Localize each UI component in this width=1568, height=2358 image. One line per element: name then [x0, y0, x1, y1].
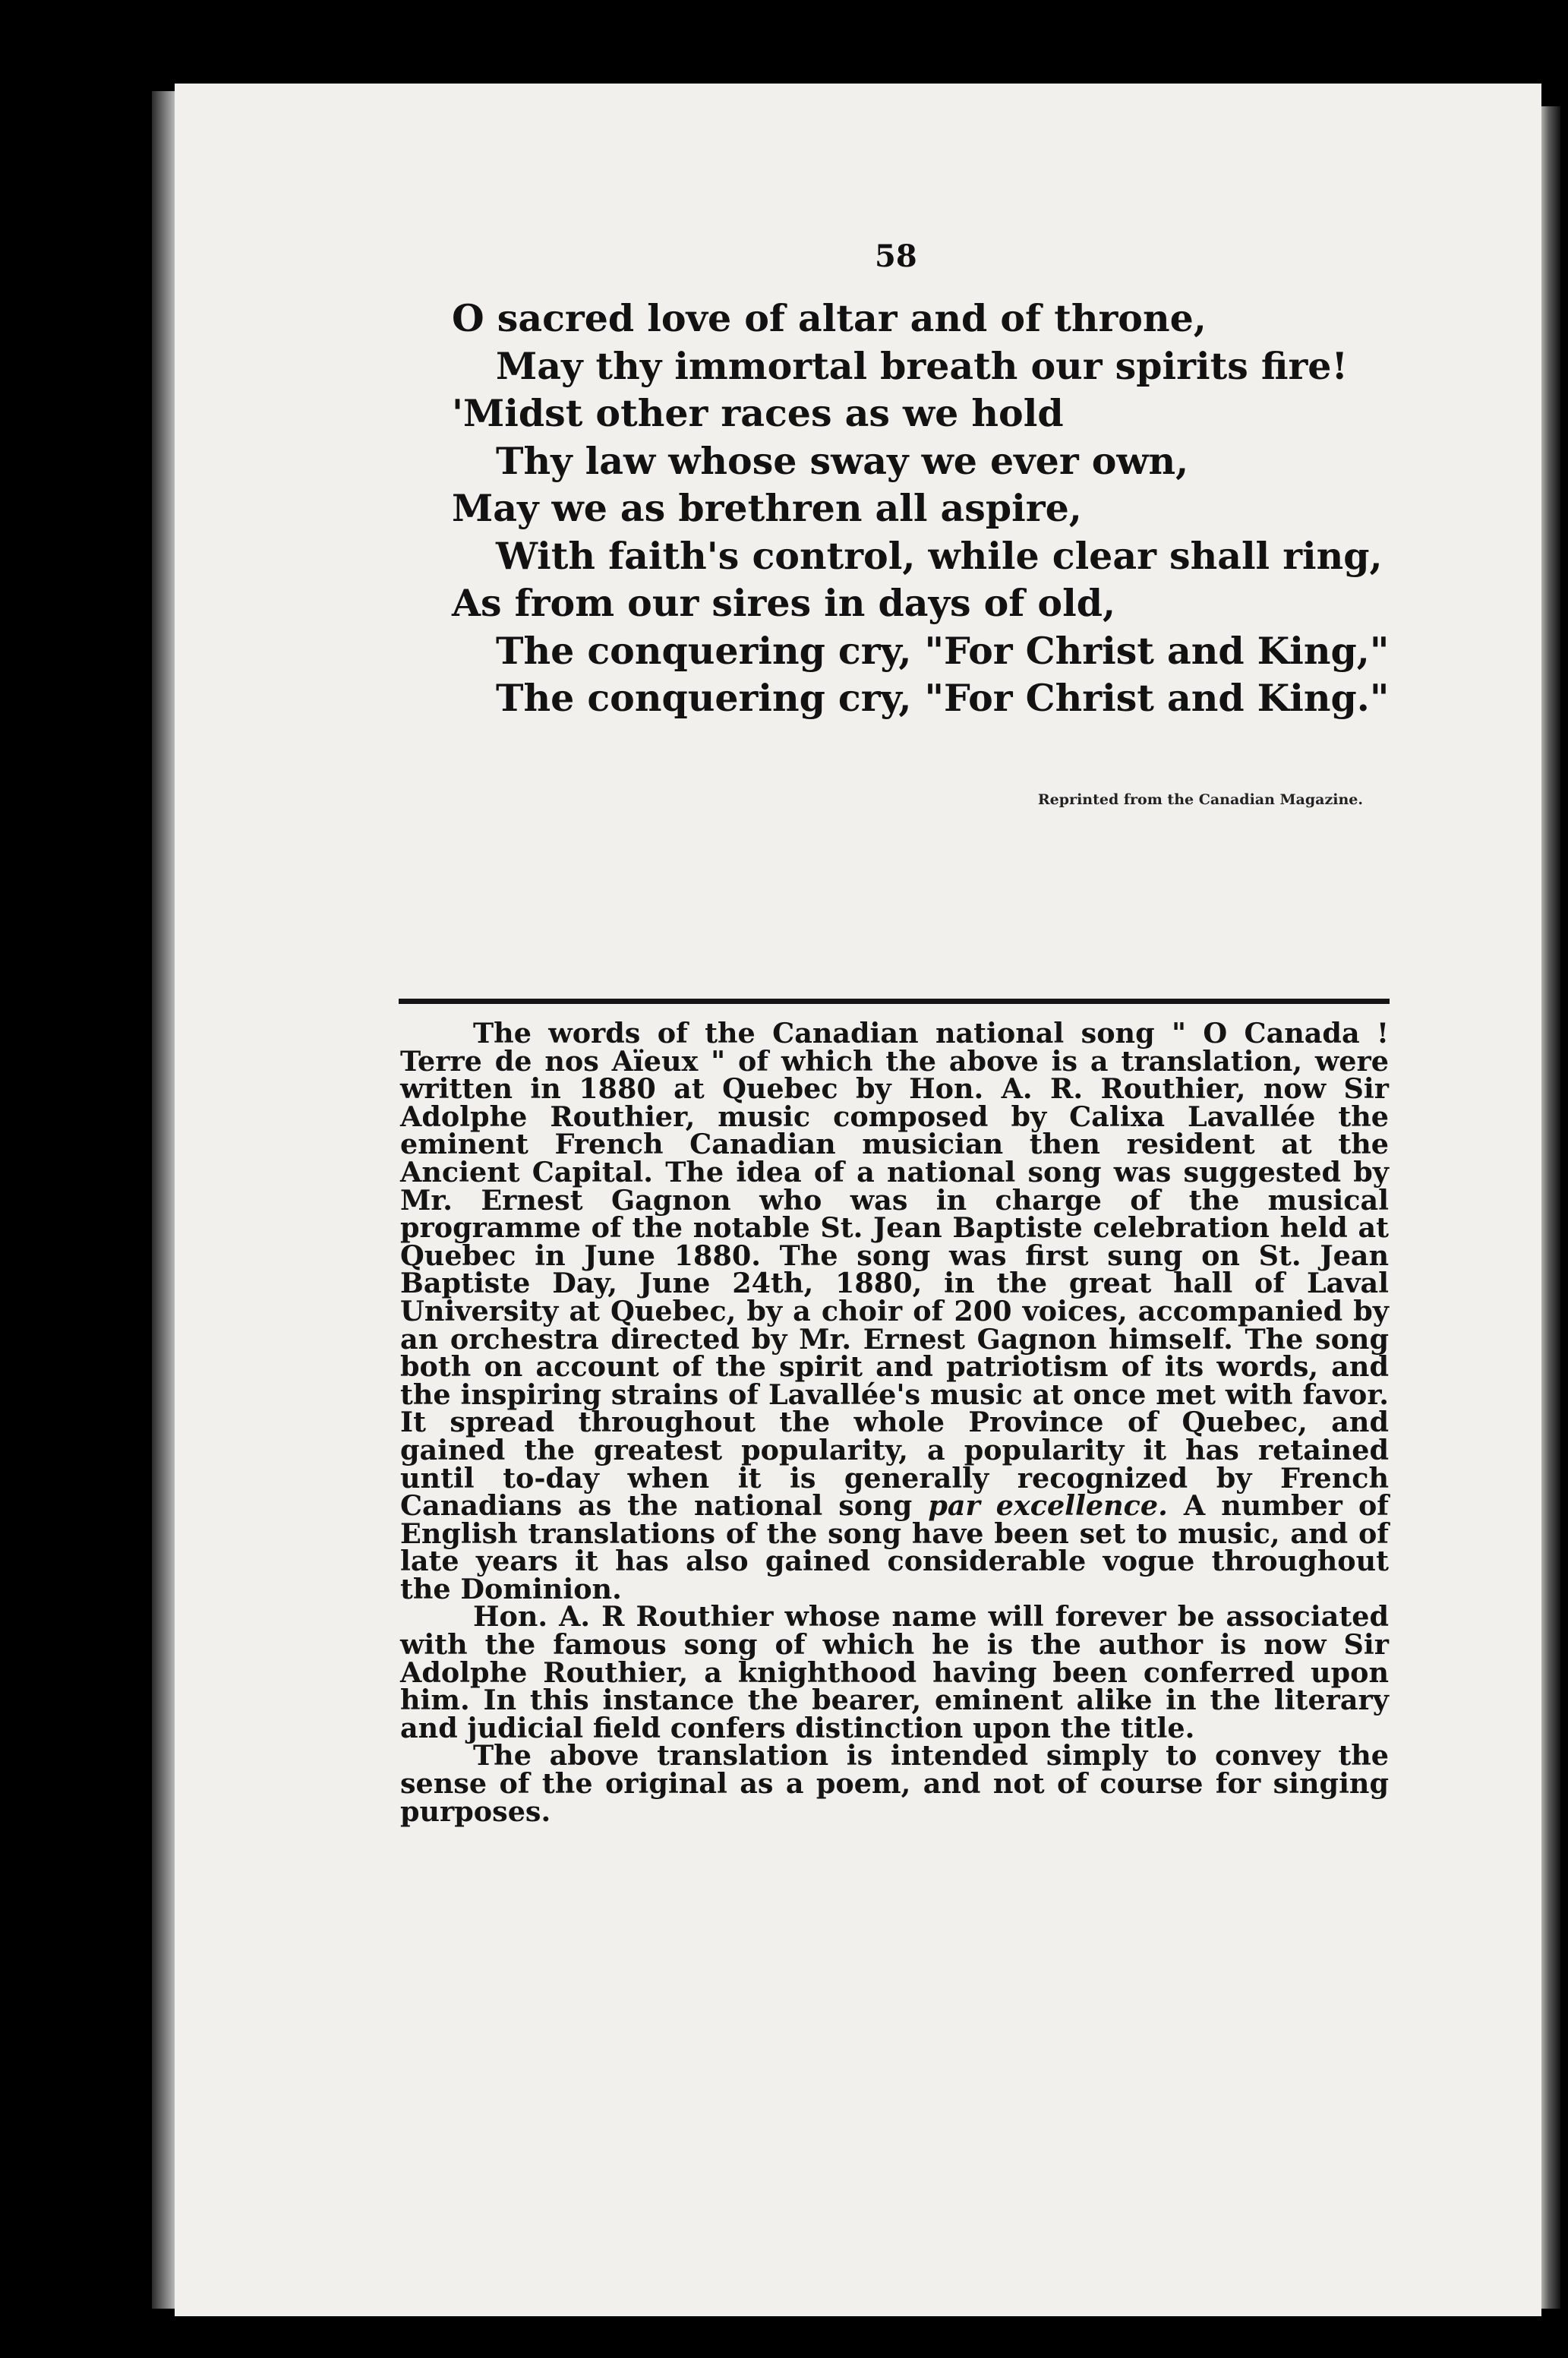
poem-line: The conquering cry, "For Christ and King," [496, 628, 1390, 673]
poem-line: 'Midst other races as we hold [452, 391, 1064, 435]
poem-line: The conquering cry, "For Christ and King." [496, 676, 1390, 720]
italic-phrase: par excellence. [928, 1489, 1168, 1523]
historical-note [400, 1017, 1390, 1828]
poem-line: May thy immortal breath our spirits fire! [496, 343, 1348, 388]
poem-line: As from our sires in days of old, [452, 581, 1116, 625]
poem-line: O sacred love of altar and of throne, [452, 296, 1207, 340]
poem-line: Thy law whose sway we ever own, [496, 438, 1189, 483]
reprint-credit: Reprinted from the Canadian Magazine. [1037, 791, 1363, 808]
note-paragraph-text: The words of the Canadian national song " O Canada ! Terre de nos Aïeux " of which the above is a translation, were written in 1880 at Quebec by Hon. A. R. Routhier, now Sir Adolphe Routhier, music composed by Calixa Lavallée the eminent French Canadian musician then resident at the Ancient Capital. The idea of a national song was suggested by Mr. Ernest Gagnon who was in charge of the musical programme of the notable St. Jean Baptiste celebration held at Quebec in June 1880. The song was first sung on St. Jean Baptiste Day, June 24th, 1880, in the great hall of Laval University at Quebec, by a choir of 200 voices, accompanied by an orchestra directed by Mr. Ernest Gagnon himself. The song both on account of the spirit and patriotism of its words, and the inspiring strains of Lavallée's music at once met with favor. It spread throughout the whole Province of Quebec, and gained the greatest popularity, a popularity it has retained until to-day when it is generally recognized by French Canadians as the national song [400, 1017, 1389, 1523]
section-divider [399, 999, 1390, 1004]
poem-line: May we as brethren all aspire, [452, 486, 1082, 530]
poem-stanza [452, 295, 1409, 722]
note-paragraph-text: A number of English translations of the song have been set to music, and of late years it has also gained considerable vogue throughout the Dominion. [400, 1489, 1390, 1605]
page-number: 58 [875, 238, 917, 274]
note-paragraph: The above translation is intended simply to convey the sense of the original as a poem, and not of course for singing purposes. [400, 1739, 1389, 1828]
note-paragraph: Hon. A. R Routhier whose name will forever be associated with the famous song of which he is the author is now Sir Adolphe Routhier, a knighthood having been conferred upon him. In this instance the bearer, eminent alike in the literary and judicial field confers distinction upon the title. [400, 1600, 1389, 1744]
poem-line: With faith's control, while clear shall ring, [496, 533, 1383, 578]
note-paragraph [400, 1017, 1390, 1605]
